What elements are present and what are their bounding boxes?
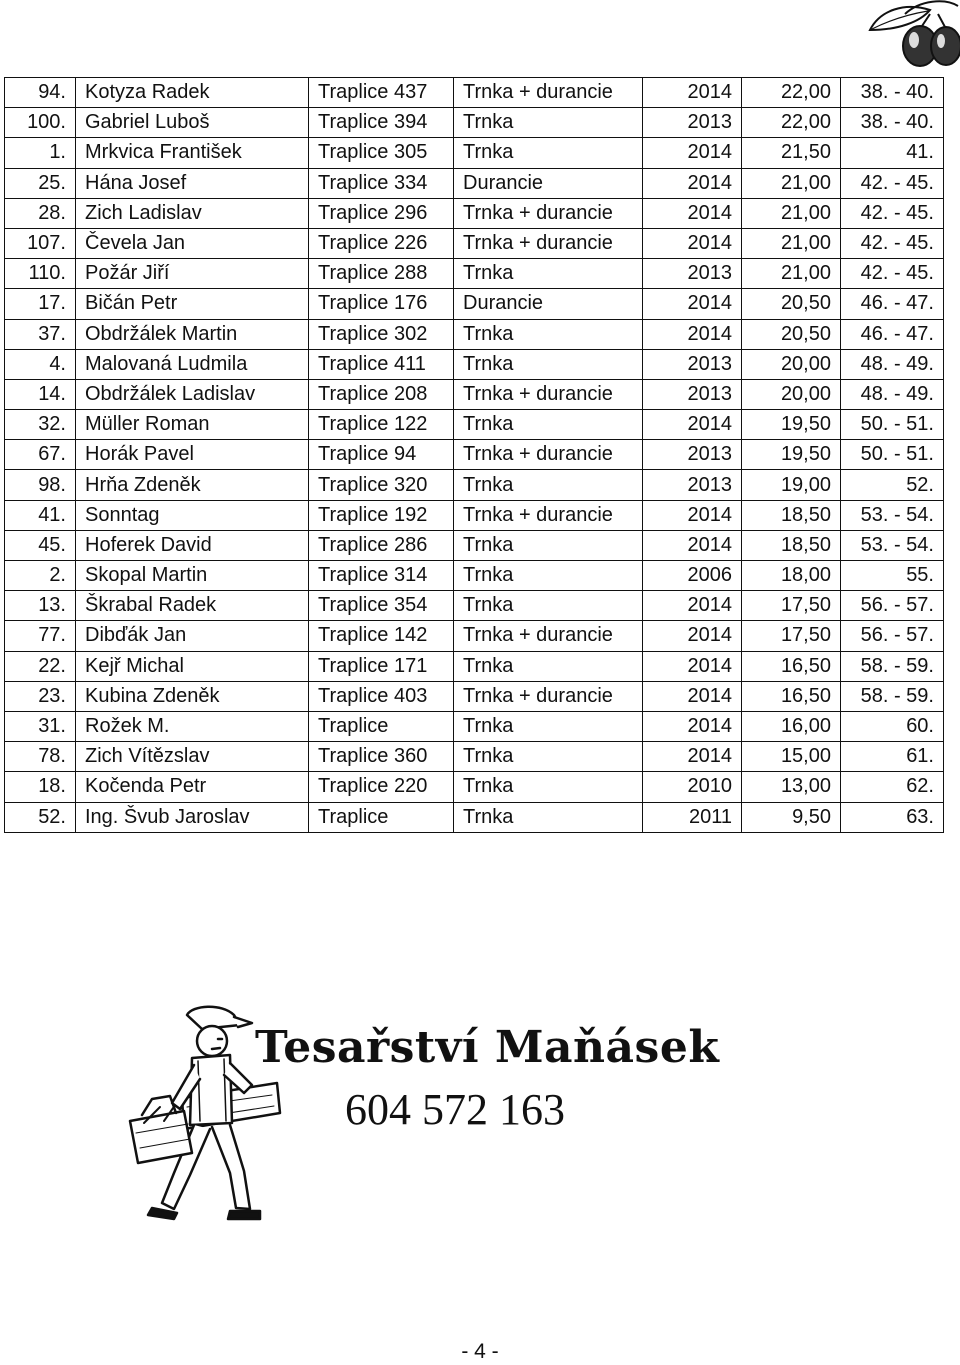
rank-cell: 107. (5, 228, 76, 258)
name-cell: Hána Josef (76, 168, 309, 198)
rank-cell: 13. (5, 591, 76, 621)
place-cell: 53. - 54. (841, 500, 944, 530)
year-cell: 2014 (643, 591, 742, 621)
year-cell: 2014 (643, 621, 742, 651)
year-cell: 2014 (643, 78, 742, 108)
place-cell: 48. - 49. (841, 349, 944, 379)
variety-cell: Trnka + durancie (454, 440, 643, 470)
table-row (5, 198, 944, 228)
place-cell: 38. - 40. (841, 108, 944, 138)
variety-cell: Trnka (454, 742, 643, 772)
year-cell: 2014 (643, 198, 742, 228)
variety-cell: Durancie (454, 289, 643, 319)
place-cell: 62. (841, 772, 944, 802)
rank-cell: 78. (5, 742, 76, 772)
name-cell: Hoferek David (76, 530, 309, 560)
rank-cell: 31. (5, 711, 76, 741)
address-cell: Traplice 437 (309, 78, 454, 108)
rank-cell: 22. (5, 651, 76, 681)
year-cell: 2014 (643, 138, 742, 168)
rank-cell: 67. (5, 440, 76, 470)
place-cell: 50. - 51. (841, 410, 944, 440)
place-cell: 58. - 59. (841, 651, 944, 681)
results-table (4, 77, 944, 833)
table-row (5, 259, 944, 289)
page-number: - 4 - (461, 1340, 499, 1363)
year-cell: 2014 (643, 228, 742, 258)
address-cell: Traplice 122 (309, 410, 454, 440)
place-cell: 38. - 40. (841, 78, 944, 108)
rank-cell: 2. (5, 561, 76, 591)
place-cell: 46. - 47. (841, 319, 944, 349)
rank-cell: 98. (5, 470, 76, 500)
percent-cell: 20,00 (742, 349, 841, 379)
percent-cell: 19,00 (742, 470, 841, 500)
place-cell: 42. - 45. (841, 259, 944, 289)
place-cell: 50. - 51. (841, 440, 944, 470)
percent-cell: 16,50 (742, 681, 841, 711)
variety-cell: Durancie (454, 168, 643, 198)
address-cell: Traplice 334 (309, 168, 454, 198)
percent-cell: 21,50 (742, 138, 841, 168)
percent-cell: 21,00 (742, 198, 841, 228)
variety-cell: Trnka (454, 772, 643, 802)
variety-cell: Trnka (454, 530, 643, 560)
variety-cell: Trnka (454, 711, 643, 741)
place-cell: 42. - 45. (841, 228, 944, 258)
address-cell: Traplice 302 (309, 319, 454, 349)
rank-cell: 17. (5, 289, 76, 319)
percent-cell: 20,50 (742, 319, 841, 349)
variety-cell: Trnka (454, 108, 643, 138)
address-cell: Traplice (309, 711, 454, 741)
address-cell: Traplice 411 (309, 349, 454, 379)
address-cell: Traplice 176 (309, 289, 454, 319)
rank-cell: 25. (5, 168, 76, 198)
year-cell: 2011 (643, 802, 742, 832)
table-row (5, 410, 944, 440)
rank-cell: 110. (5, 259, 76, 289)
rank-cell: 32. (5, 410, 76, 440)
address-cell: Traplice 296 (309, 198, 454, 228)
rank-cell: 37. (5, 319, 76, 349)
rank-cell: 100. (5, 108, 76, 138)
year-cell: 2013 (643, 379, 742, 409)
variety-cell: Trnka (454, 470, 643, 500)
name-cell: Rožek M. (76, 711, 309, 741)
table-row (5, 772, 944, 802)
rank-cell: 23. (5, 681, 76, 711)
name-cell: Gabriel Luboš (76, 108, 309, 138)
table-row (5, 379, 944, 409)
table-row (5, 470, 944, 500)
percent-cell: 15,00 (742, 742, 841, 772)
percent-cell: 19,50 (742, 440, 841, 470)
table-row (5, 228, 944, 258)
year-cell: 2014 (643, 711, 742, 741)
variety-cell: Trnka (454, 802, 643, 832)
name-cell: Čevela Jan (76, 228, 309, 258)
place-cell: 60. (841, 711, 944, 741)
place-cell: 52. (841, 470, 944, 500)
year-cell: 2014 (643, 651, 742, 681)
table-row (5, 289, 944, 319)
name-cell: Požár Jiří (76, 259, 309, 289)
table-row (5, 681, 944, 711)
percent-cell: 9,50 (742, 802, 841, 832)
address-cell: Traplice 171 (309, 651, 454, 681)
address-cell: Traplice 360 (309, 742, 454, 772)
table-row (5, 711, 944, 741)
year-cell: 2014 (643, 289, 742, 319)
name-cell: Škrabal Radek (76, 591, 309, 621)
variety-cell: Trnka (454, 259, 643, 289)
percent-cell: 20,50 (742, 289, 841, 319)
address-cell: Traplice 94 (309, 440, 454, 470)
place-cell: 48. - 49. (841, 379, 944, 409)
name-cell: Bičán Petr (76, 289, 309, 319)
place-cell: 55. (841, 561, 944, 591)
percent-cell: 17,50 (742, 591, 841, 621)
variety-cell: Trnka + durancie (454, 681, 643, 711)
company-name: Tesařství Maňásek (255, 1022, 720, 1073)
variety-cell: Trnka + durancie (454, 228, 643, 258)
year-cell: 2014 (643, 530, 742, 560)
year-cell: 2013 (643, 259, 742, 289)
percent-cell: 17,50 (742, 621, 841, 651)
rank-cell: 77. (5, 621, 76, 651)
name-cell: Kejř Michal (76, 651, 309, 681)
year-cell: 2014 (643, 168, 742, 198)
rank-cell: 18. (5, 772, 76, 802)
percent-cell: 22,00 (742, 108, 841, 138)
address-cell: Traplice 314 (309, 561, 454, 591)
name-cell: Obdržálek Martin (76, 319, 309, 349)
variety-cell: Trnka (454, 591, 643, 621)
name-cell: Hrňa Zdeněk (76, 470, 309, 500)
name-cell: Müller Roman (76, 410, 309, 440)
place-cell: 53. - 54. (841, 530, 944, 560)
variety-cell: Trnka + durancie (454, 379, 643, 409)
name-cell: Obdržálek Ladislav (76, 379, 309, 409)
rank-cell: 41. (5, 500, 76, 530)
variety-cell: Trnka (454, 561, 643, 591)
name-cell: Mrkvica František (76, 138, 309, 168)
variety-cell: Trnka + durancie (454, 500, 643, 530)
place-cell: 56. - 57. (841, 621, 944, 651)
address-cell: Traplice 305 (309, 138, 454, 168)
place-cell: 56. - 57. (841, 591, 944, 621)
year-cell: 2014 (643, 319, 742, 349)
name-cell: Zich Vítězslav (76, 742, 309, 772)
rank-cell: 28. (5, 198, 76, 228)
table-row (5, 802, 944, 832)
address-cell: Traplice 403 (309, 681, 454, 711)
variety-cell: Trnka + durancie (454, 198, 643, 228)
year-cell: 2013 (643, 349, 742, 379)
table-row (5, 138, 944, 168)
table-row (5, 168, 944, 198)
address-cell: Traplice 320 (309, 470, 454, 500)
place-cell: 42. - 45. (841, 168, 944, 198)
table-row (5, 440, 944, 470)
variety-cell: Trnka (454, 349, 643, 379)
address-cell: Traplice 288 (309, 259, 454, 289)
plum-branch-icon (850, 0, 960, 72)
variety-cell: Trnka (454, 410, 643, 440)
address-cell: Traplice 286 (309, 530, 454, 560)
name-cell: Dibďák Jan (76, 621, 309, 651)
place-cell: 63. (841, 802, 944, 832)
year-cell: 2013 (643, 108, 742, 138)
place-cell: 58. - 59. (841, 681, 944, 711)
year-cell: 2014 (643, 742, 742, 772)
name-cell: Kubina Zdeněk (76, 681, 309, 711)
table-row (5, 742, 944, 772)
address-cell: Traplice 354 (309, 591, 454, 621)
percent-cell: 21,00 (742, 228, 841, 258)
table-row (5, 108, 944, 138)
table-row (5, 349, 944, 379)
name-cell: Kotyza Radek (76, 78, 309, 108)
rank-cell: 4. (5, 349, 76, 379)
percent-cell: 21,00 (742, 259, 841, 289)
address-cell: Traplice 192 (309, 500, 454, 530)
year-cell: 2013 (643, 470, 742, 500)
place-cell: 46. - 47. (841, 289, 944, 319)
year-cell: 2014 (643, 500, 742, 530)
percent-cell: 16,50 (742, 651, 841, 681)
percent-cell: 20,00 (742, 379, 841, 409)
percent-cell: 13,00 (742, 772, 841, 802)
company-phone: 604 572 163 (345, 1085, 565, 1134)
variety-cell: Trnka + durancie (454, 621, 643, 651)
percent-cell: 19,50 (742, 410, 841, 440)
percent-cell: 18,00 (742, 561, 841, 591)
address-cell: Traplice 394 (309, 108, 454, 138)
name-cell: Skopal Martin (76, 561, 309, 591)
table-row (5, 500, 944, 530)
place-cell: 61. (841, 742, 944, 772)
name-cell: Malovaná Ludmila (76, 349, 309, 379)
rank-cell: 45. (5, 530, 76, 560)
table-row (5, 319, 944, 349)
percent-cell: 22,00 (742, 78, 841, 108)
percent-cell: 16,00 (742, 711, 841, 741)
variety-cell: Trnka + durancie (454, 78, 643, 108)
address-cell: Traplice 226 (309, 228, 454, 258)
rank-cell: 52. (5, 802, 76, 832)
percent-cell: 21,00 (742, 168, 841, 198)
address-cell: Traplice 208 (309, 379, 454, 409)
name-cell: Horák Pavel (76, 440, 309, 470)
address-cell: Traplice 142 (309, 621, 454, 651)
name-cell: Sonntag (76, 500, 309, 530)
percent-cell: 18,50 (742, 500, 841, 530)
address-cell: Traplice (309, 802, 454, 832)
percent-cell: 18,50 (742, 530, 841, 560)
name-cell: Zich Ladislav (76, 198, 309, 228)
rank-cell: 94. (5, 78, 76, 108)
year-cell: 2013 (643, 440, 742, 470)
address-cell: Traplice 220 (309, 772, 454, 802)
table-row (5, 591, 944, 621)
place-cell: 41. (841, 138, 944, 168)
table-row (5, 561, 944, 591)
results-table-body (5, 78, 944, 833)
name-cell: Kočenda Petr (76, 772, 309, 802)
variety-cell: Trnka (454, 138, 643, 168)
table-row (5, 621, 944, 651)
variety-cell: Trnka (454, 651, 643, 681)
year-cell: 2010 (643, 772, 742, 802)
year-cell: 2006 (643, 561, 742, 591)
name-cell: Ing. Švub Jaroslav (76, 802, 309, 832)
place-cell: 42. - 45. (841, 198, 944, 228)
table-row (5, 530, 944, 560)
table-row (5, 651, 944, 681)
rank-cell: 1. (5, 138, 76, 168)
year-cell: 2014 (643, 681, 742, 711)
table-row (5, 78, 944, 108)
year-cell: 2014 (643, 410, 742, 440)
rank-cell: 14. (5, 379, 76, 409)
variety-cell: Trnka (454, 319, 643, 349)
